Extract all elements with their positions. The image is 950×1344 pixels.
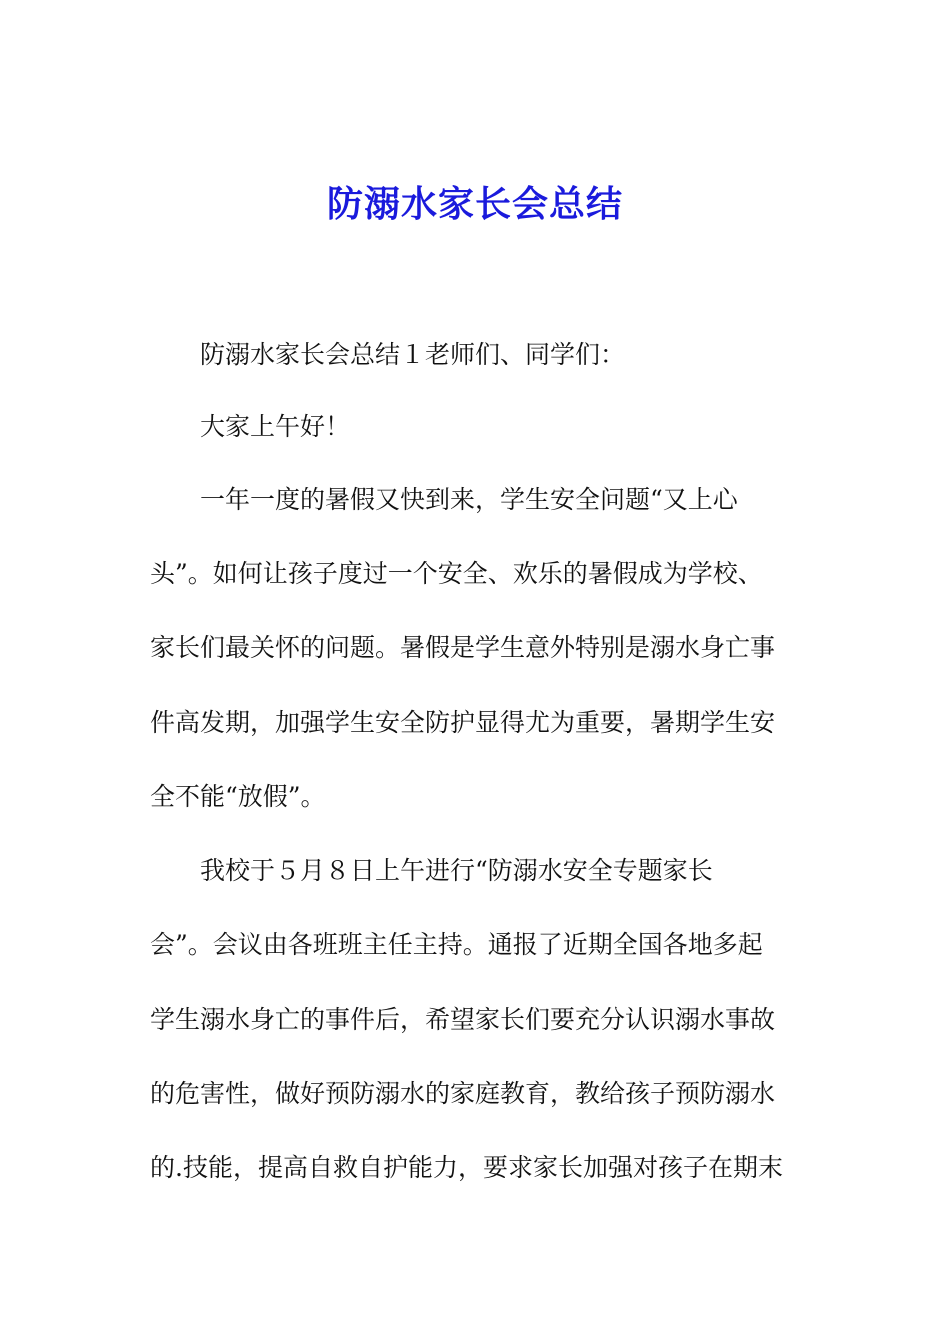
paragraph-line: 头”。如何让孩子度过一个安全、欢乐的暑假成为学校、 bbox=[150, 559, 763, 588]
document-title: 防溺水家长会总结 bbox=[326, 183, 623, 225]
paragraph-line: 防溺水家长会总结１老师们、同学们： bbox=[200, 340, 626, 369]
paragraph-line: 的危害性，做好预防溺水的家庭教育，教给孩子预防溺水 bbox=[150, 1079, 776, 1108]
paragraph-line: 大家上午好！ bbox=[200, 412, 351, 441]
paragraph-line: 一年一度的暑假又快到来，学生安全问题“又上心 bbox=[200, 485, 738, 514]
paragraph-line: 家长们最关怀的问题。暑假是学生意外特别是溺水身亡事 bbox=[150, 633, 776, 662]
paragraph-line: 的.技能，提高自救自护能力，要求家长加强对孩子在期末 bbox=[150, 1153, 783, 1182]
paragraph-line: 会”。会议由各班班主任主持。通报了近期全国各地多起 bbox=[150, 930, 763, 959]
paragraph-line: 件高发期，加强学生安全防护显得尤为重要，暑期学生安 bbox=[150, 708, 776, 737]
paragraph-line: 我校于５月８日上午进行“防溺水安全专题家长 bbox=[200, 856, 713, 885]
paragraph-line: 学生溺水身亡的事件后，希望家长们要充分认识溺水事故 bbox=[150, 1005, 776, 1034]
paragraph-line: 全不能“放假”。 bbox=[150, 782, 326, 811]
